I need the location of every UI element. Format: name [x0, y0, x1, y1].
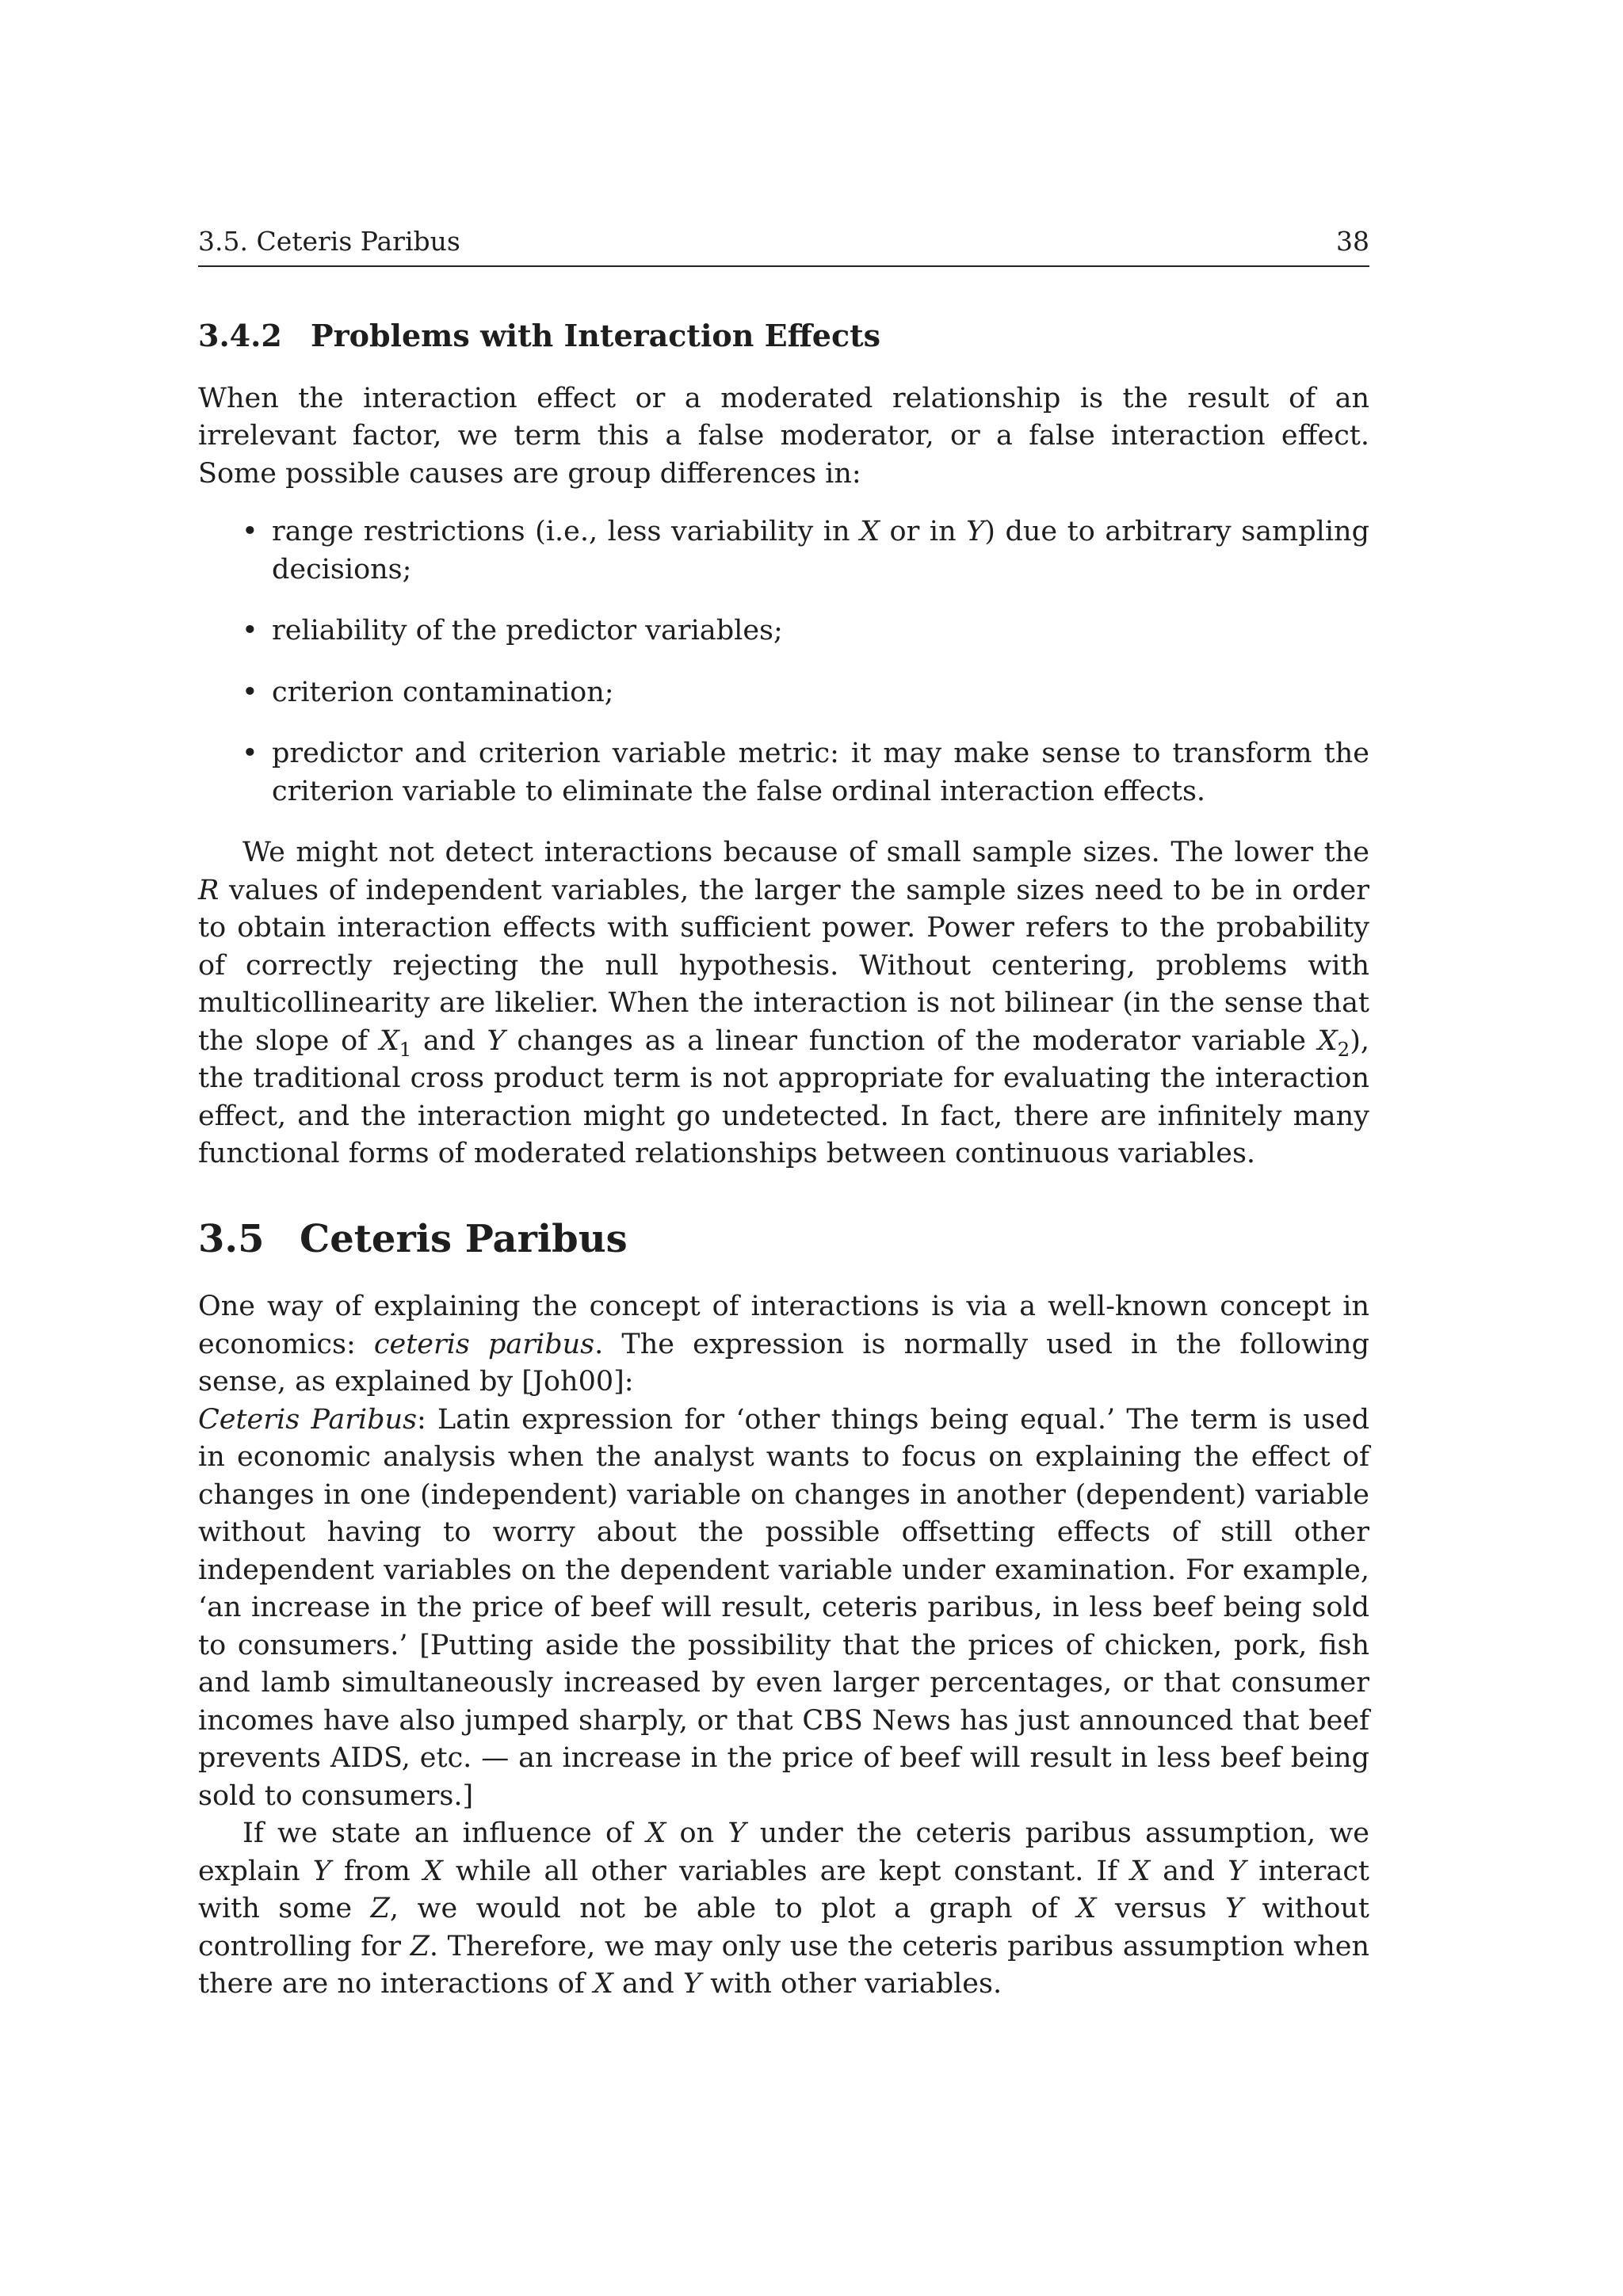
list-item: • criterion contamination; [198, 674, 1369, 712]
sample-size-paragraph: We might not detect interactions because of small sample sizes. The lower the R values of independent variables, the larger the sample sizes need to be in order to obtain interaction effects with sufficient power. Power refers to the probability of correctly rejecting the null hypothesis. Without centering, problems with multicollinearity are likelier. When the interaction is not bilinear (in the sense that the slope of $X_1$ and Y changes as a linear function of the moderator variable $X_2$), the traditional cross product term is not appropriate for evaluating the interaction effect, and the interaction might go undetected. In fact, there are infinitely many functional forms of moderated relationships between continuous variables. [198, 837, 1369, 1169]
section-number: 3.5 [198, 1216, 265, 1261]
subsection-number: 3.4.2 [198, 318, 282, 353]
running-header-section: 3.5. Ceteris Paribus [198, 226, 460, 257]
subsection-title: Problems with Interaction Effects [311, 318, 881, 353]
block-quote: Ceteris Paribus: Latin expression for ‘other things being equal.’ The term is used in economic analysis when the analyst wants to focus on explaining the effect of changes in one (independent) variable on changes in another (dependent) variable without having to worry about the possible offsetting effects of still other independent variables on the dependent variable under examination. For example, ‘an increase in the price of beef will result, ceteris paribus, in less beef being sold to consumers.’ [Putting aside the possibility that the prices of chicken, pork, fish and lamb simultaneously increased by even larger percentages, or that consumer incomes have also jumped sharply, or that CBS News has just announced that beef prevents AIDS, etc. — an increase in the price of beef will result in less beef being sold to consumers.] [198, 1403, 1370, 1812]
list-item: • predictor and criterion variable metric: it may make sense to transform the criterion variable to eliminate the false ordinal interaction effects. [198, 735, 1369, 810]
closing-paragraph: If we state an influence of X on Y under the ceteris paribus assumption, we explain Y from X while all other variables are kept constant. If X and Y interact with some Z, we would not be able to plot a graph of X versus Y without controlling for Z. Therefore, we may only use the ceteris paribus assumption when there are no interactions of X and Y with other variables. [198, 1817, 1369, 2000]
section-intro: One way of explaining the concept of interactions is via a well-known concept in economics: ceteris paribus. The expression is normally used in the following sense, as explained by [Joh00]: [198, 1291, 1369, 1398]
page-body [198, 317, 1369, 2004]
page-number: 38 [1336, 226, 1369, 257]
section-heading [198, 1216, 1369, 1261]
subsection-intro: When the interaction effect or a moderated relationship is the result of an irrelevant factor, we term this a false moderator, or a false interaction effect. Some possible causes are group differences in: [198, 382, 1369, 490]
causes-list [198, 513, 1369, 810]
section-title: Ceteris Paribus [300, 1216, 628, 1261]
running-header [198, 226, 1369, 267]
list-item: • reliability of the predictor variables; [198, 612, 1369, 650]
subsection-heading [198, 317, 1369, 355]
list-item: • range restrictions (i.e., less variability in X or in Y) due to arbitrary sampling decisions; [198, 513, 1369, 589]
